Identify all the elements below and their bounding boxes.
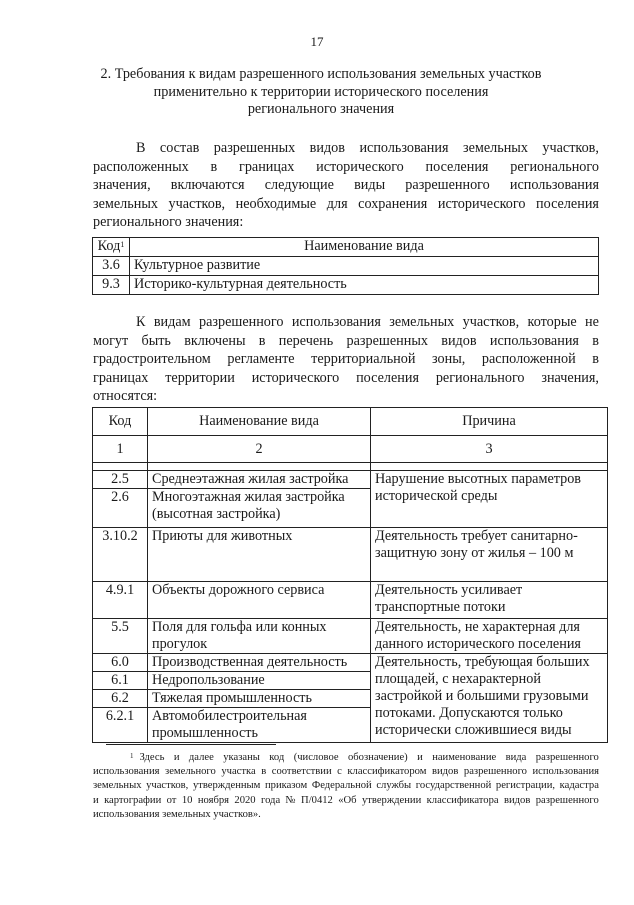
cell-reason: Деятельность, не характерная для данного исторического поселения (371, 619, 608, 654)
footnote-line: $^1$ Здесь и далее указаны код (числовое обозначение) и наименование вида разрешенного (93, 751, 599, 765)
footnote-line: земельных участков, утвержденным приказом Федеральной службы государственной регистрации, кадастра (93, 780, 599, 792)
header-name: Наименование вида (130, 238, 599, 257)
cell-name: Приюты для животных (148, 528, 371, 582)
cell-name: Тяжелая промышленность (148, 690, 371, 708)
table-row (93, 654, 608, 672)
header-code: Код (93, 408, 148, 436)
heading-line: применительно к территории исторического поселения (153, 83, 489, 100)
cell-reason: Деятельность усиливает транспортные потоки (371, 582, 608, 619)
footnote-line: использования земельных участков». (93, 808, 261, 820)
footnote-ref: 1 (120, 240, 125, 249)
table-row (93, 528, 608, 582)
heading-line: регионального значения (247, 101, 395, 117)
cell-reason: Нарушение высотных параметров исторической среды (371, 471, 608, 528)
cell-name: Историко-культурная деятельность (130, 276, 599, 295)
cell-code: 2.5 (93, 471, 148, 489)
table-gap-row (93, 463, 608, 471)
table-header-row (93, 408, 608, 436)
cell-name: Среднеэтажная жилая застройка (148, 471, 371, 489)
cell-code: 6.0 (93, 654, 148, 672)
cell-code: 6.2 (93, 690, 148, 708)
paragraph-line: В состав разрешенных видов использования земельных участков, (136, 140, 599, 156)
header-reason: Причина (371, 408, 608, 436)
restricted-uses-table (92, 407, 608, 743)
cell-code: 5.5 (93, 619, 148, 654)
footnote-line: использования земельного участка в соответствии с классификатором видов разрешенного использования (93, 766, 599, 778)
paragraph-line: могут быть включены в перечень разрешенных видов использования в (93, 332, 599, 349)
page-number: 17 (310, 34, 324, 49)
table-row (93, 276, 599, 295)
paragraph-line: расположенных в границах исторического поселения регионального (93, 158, 599, 175)
restricted-paragraph (93, 313, 599, 406)
table-header-row (93, 238, 599, 257)
permitted-uses-table (92, 237, 599, 295)
column-number: 1 (93, 436, 148, 463)
column-number-row (93, 436, 608, 463)
cell-name: Поля для гольфа или конных прогулок (148, 619, 371, 654)
cell-reason: Деятельность, требующая больших площадей, с нехарактерной застройкой и большими грузовыми потоками. Допускаются только исторически сложившиеся виды (371, 654, 608, 743)
cell-code: 4.9.1 (93, 582, 148, 619)
header-code: Код$^1$ (93, 238, 130, 257)
cell-name: Производственная деятельность (148, 654, 371, 672)
cell-name: Многоэтажная жилая застройка (высотная застройка) (148, 489, 371, 528)
cell-name: Объекты дорожного сервиса (148, 582, 371, 619)
column-number: 3 (371, 436, 608, 463)
cell-code: 6.2.1 (93, 708, 148, 743)
paragraph-line: земельных участков, необходимые для сохранения исторического поселения (93, 195, 599, 212)
paragraph-line: К видам разрешенного использования земельных участков, которые не (136, 314, 599, 330)
footnote-divider (106, 744, 276, 745)
cell-code: 6.1 (93, 672, 148, 690)
footnote-line: и картографии от 10 ноября 2020 года № П/0412 «Об утверждении классификатора видов разрешенного (93, 794, 599, 806)
table-row (93, 619, 608, 654)
header-name: Наименование вида (148, 408, 371, 436)
cell-code: 2.6 (93, 489, 148, 528)
cell-name: Недропользование (148, 672, 371, 690)
table-row (93, 471, 608, 489)
cell-reason: Деятельность требует санитарно-защитную зону от жилья – 100 м (371, 528, 608, 582)
footnote (93, 751, 599, 822)
heading-line: 2. Требования к видам разрешенного использования земельных участков (100, 66, 542, 82)
cell-code: 3.6 (93, 257, 130, 276)
table-row (93, 582, 608, 619)
column-number: 2 (148, 436, 371, 463)
paragraph-line: значения, включаются следующие виды разрешенного использования (93, 177, 599, 193)
paragraph-line: градостроительном регламенте территориальной зоны, расположенной в (93, 351, 599, 367)
paragraph-line: границах территории исторического поселения регионального значения, (93, 369, 599, 386)
section-heading (96, 66, 546, 119)
table-row (93, 257, 599, 276)
intro-paragraph (93, 139, 599, 232)
footnote-marker: 1 (130, 752, 134, 760)
paragraph-line: регионального значения: (93, 214, 244, 230)
paragraph-line: относятся: (93, 388, 158, 404)
cell-code: 3.10.2 (93, 528, 148, 582)
cell-name: Культурное развитие (130, 257, 599, 276)
cell-code: 9.3 (93, 276, 130, 295)
cell-name: Автомобилестроительная промышленность (148, 708, 371, 743)
